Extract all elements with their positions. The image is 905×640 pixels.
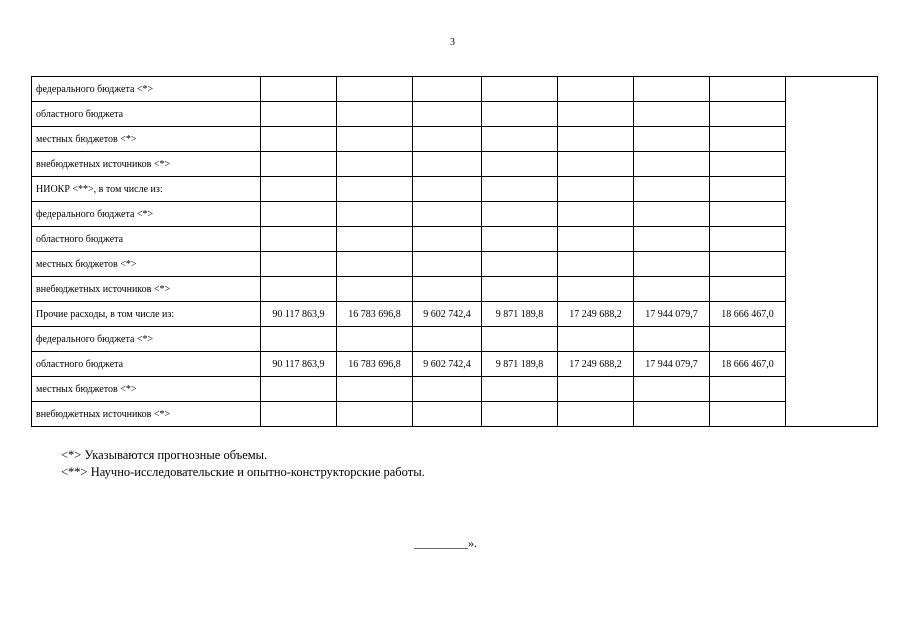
value-cell [634,127,710,152]
value-cell [261,202,337,227]
row-label: местных бюджетов <*> [32,377,261,402]
value-cell [558,377,634,402]
value-cell [413,377,482,402]
value-cell: 16 783 696,8 [337,302,413,327]
value-cell [337,152,413,177]
table-row [32,352,878,377]
value-cell [413,327,482,352]
value-cell: 9 602 742,4 [413,352,482,377]
value-cell [482,227,558,252]
value-cell [413,277,482,302]
value-cell [710,277,786,302]
row-label: местных бюджетов <*> [32,127,261,152]
closing-mark: _________». [414,536,477,550]
row-label: внебюджетных источников <*> [32,152,261,177]
value-cell [261,277,337,302]
value-cell: 90 117 863,9 [261,302,337,327]
notes-column-cell [786,77,878,427]
value-cell: 17 249 688,2 [558,352,634,377]
value-cell [413,252,482,277]
value-cell: 9 871 189,8 [482,352,558,377]
value-cell [413,227,482,252]
value-cell [634,77,710,102]
value-cell [558,227,634,252]
value-cell: 17 944 079,7 [634,302,710,327]
value-cell [558,252,634,277]
value-cell [710,177,786,202]
row-label: областного бюджета [32,227,261,252]
value-cell [482,402,558,427]
value-cell [261,327,337,352]
value-cell [337,77,413,102]
value-cell [634,227,710,252]
value-cell [337,252,413,277]
value-cell: 18 666 467,0 [710,302,786,327]
value-cell [337,202,413,227]
value-cell [710,202,786,227]
value-cell [558,327,634,352]
value-cell [558,77,634,102]
value-cell [261,227,337,252]
value-cell [413,152,482,177]
value-cell [261,177,337,202]
value-cell: 17 944 079,7 [634,352,710,377]
value-cell [558,127,634,152]
value-cell: 17 249 688,2 [558,302,634,327]
value-cell [337,127,413,152]
value-cell [482,152,558,177]
value-cell [634,177,710,202]
row-label: НИОКР <**>, в том числе из: [32,177,261,202]
table-row [32,202,878,227]
table-row [32,377,878,402]
value-cell [558,277,634,302]
value-cell [337,177,413,202]
value-cell [413,177,482,202]
value-cell [710,102,786,127]
value-cell [482,377,558,402]
row-label: внебюджетных источников <*> [32,277,261,302]
table-row [32,277,878,302]
value-cell: 9 602 742,4 [413,302,482,327]
table-row [32,77,878,102]
value-cell [413,77,482,102]
row-label: федерального бюджета <*> [32,202,261,227]
value-cell [482,77,558,102]
value-cell [558,177,634,202]
value-cell [710,227,786,252]
footnote-forecast: <*> Указываются прогнозные объемы. [61,448,268,462]
value-cell [337,277,413,302]
budget-table [31,76,878,427]
table-row [32,302,878,327]
value-cell [634,277,710,302]
value-cell [413,102,482,127]
value-cell [482,127,558,152]
row-label: внебюджетных источников <*> [32,402,261,427]
row-label: областного бюджета [32,102,261,127]
value-cell [558,402,634,427]
value-cell [634,377,710,402]
value-cell [710,377,786,402]
value-cell [337,377,413,402]
value-cell [634,152,710,177]
value-cell [482,327,558,352]
row-label: федерального бюджета <*> [32,77,261,102]
table-row [32,327,878,352]
value-cell [337,102,413,127]
value-cell [337,227,413,252]
value-cell [482,177,558,202]
value-cell [261,402,337,427]
table-row [32,227,878,252]
value-cell [482,102,558,127]
value-cell [482,202,558,227]
value-cell [261,102,337,127]
value-cell [413,127,482,152]
footnotes [61,447,425,481]
value-cell [710,127,786,152]
value-cell [413,402,482,427]
value-cell [337,402,413,427]
value-cell: 18 666 467,0 [710,352,786,377]
table-row [32,152,878,177]
value-cell [634,252,710,277]
row-label: местных бюджетов <*> [32,252,261,277]
value-cell [710,152,786,177]
value-cell: 90 117 863,9 [261,352,337,377]
value-cell [558,152,634,177]
value-cell [710,252,786,277]
value-cell [634,202,710,227]
value-cell: 9 871 189,8 [482,302,558,327]
table-row [32,402,878,427]
footnote-niokr: <**> Научно-исследовательские и опытно-конструкторские работы. [61,465,425,479]
value-cell [261,377,337,402]
page-number: 3 [450,37,455,48]
value-cell [482,277,558,302]
table-row [32,102,878,127]
row-label: федерального бюджета <*> [32,327,261,352]
value-cell [710,327,786,352]
value-cell [261,127,337,152]
table-row [32,252,878,277]
value-cell [261,252,337,277]
table-row [32,127,878,152]
value-cell [337,327,413,352]
value-cell [482,252,558,277]
value-cell [261,152,337,177]
value-cell [558,102,634,127]
value-cell [710,402,786,427]
value-cell [710,77,786,102]
row-label: областного бюджета [32,352,261,377]
value-cell: 16 783 696,8 [337,352,413,377]
value-cell [634,402,710,427]
value-cell [261,77,337,102]
budget-table-body [32,77,878,427]
table-row [32,177,878,202]
value-cell [558,202,634,227]
value-cell [413,202,482,227]
value-cell [634,327,710,352]
row-label: Прочие расходы, в том числе из: [32,302,261,327]
value-cell [634,102,710,127]
